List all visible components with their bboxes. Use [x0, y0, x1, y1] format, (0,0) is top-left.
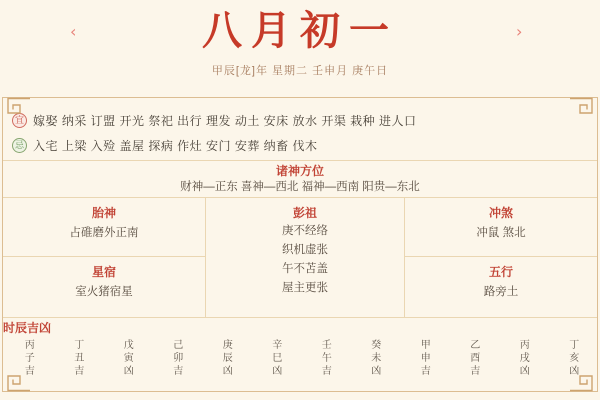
prev-day-button[interactable]: ‹: [70, 22, 77, 41]
hour-label: 辛巳凶: [269, 339, 281, 378]
hour-label: 丁丑吉: [71, 339, 83, 378]
clash-evil-content: 冲鼠 煞北: [476, 227, 526, 239]
fetal-god-content: 占碓磨外正南: [69, 227, 139, 239]
hour-column: [251, 339, 301, 387]
clash-evil-cell: [405, 198, 597, 257]
avoid-activities: 入宅 上梁 入殓 盖屋 探病 作灶 安门 安葬 纳畜 伐木: [33, 138, 318, 153]
fret-corner-icon: [570, 368, 598, 392]
pengzu-line: 庚不经络: [282, 225, 328, 237]
almanac-panel: [2, 97, 598, 392]
pengzu-header: 彭祖: [292, 206, 317, 220]
hour-column: [350, 339, 400, 387]
suitable-activities: 嫁娶 纳采 订盟 开光 祭祀 出行 理发 动土 安床 放水 开渠 栽种 进人口: [33, 113, 417, 128]
gods-direction-header: 诸神方位: [275, 164, 324, 178]
five-elements-content: 路旁土: [483, 286, 519, 298]
star-mansion-cell: [3, 257, 205, 317]
hour-label: 丙子吉: [22, 339, 34, 378]
hour-label: 甲申吉: [418, 339, 430, 378]
yi-suitable-icon: 宜: [12, 113, 27, 128]
next-day-button[interactable]: ›: [516, 22, 523, 41]
page-title: 八月初一: [202, 8, 398, 53]
star-mansion-content: 室火猪宿星: [75, 286, 133, 298]
hour-column: [449, 339, 499, 387]
hour-column: [399, 339, 449, 387]
hour-column: [53, 339, 103, 387]
hour-label: 己卯吉: [170, 339, 182, 378]
hour-label: 丙戌凶: [517, 339, 529, 378]
ji-avoid-icon: 忌: [12, 138, 27, 153]
hourly-fortune-header: 时辰吉凶: [3, 321, 52, 335]
hour-column: [152, 339, 202, 387]
hourly-fortune-section: [3, 317, 597, 391]
date-subtitle: 甲辰[龙]年 星期二 壬申月 庚午日: [211, 65, 389, 77]
hour-column: [201, 339, 251, 387]
suitable-row: [12, 109, 597, 131]
star-mansion-header: 星宿: [91, 265, 116, 279]
five-elements-cell: [405, 257, 597, 317]
hour-column: [498, 339, 548, 387]
five-elements-header: 五行: [488, 265, 513, 279]
hour-label: 壬午吉: [319, 339, 331, 378]
gods-direction-content: 财神—正东 喜神—西北 福神—西南 阳贵—东北: [180, 181, 420, 193]
pengzu-taboo-cell: [205, 198, 405, 317]
fret-corner-icon: [2, 97, 30, 121]
pengzu-line: 午不苫盖: [282, 263, 328, 275]
hour-column: [300, 339, 350, 387]
hour-label: 乙酉吉: [467, 339, 479, 378]
gods-direction-section: [3, 160, 597, 197]
hour-label: 戊寅凶: [121, 339, 133, 378]
hour-column: [102, 339, 152, 387]
fetal-god-header: 胎神: [91, 206, 116, 220]
fetal-god-cell: [3, 198, 205, 257]
hour-label: 庚辰凶: [220, 339, 232, 378]
fret-corner-icon: [2, 368, 30, 392]
clash-evil-header: 冲煞: [488, 206, 513, 220]
hour-label: 癸未凶: [368, 339, 380, 378]
fret-corner-icon: [570, 97, 598, 121]
hour-columns: [3, 337, 597, 391]
pengzu-line: 织机虚张: [282, 244, 328, 256]
pengzu-line: 屋主更张: [282, 282, 328, 294]
almanac-grid: [3, 197, 597, 317]
avoid-row: [12, 134, 597, 156]
suitable-avoid-section: [3, 98, 597, 160]
hour-label: 丁亥凶: [566, 339, 578, 378]
